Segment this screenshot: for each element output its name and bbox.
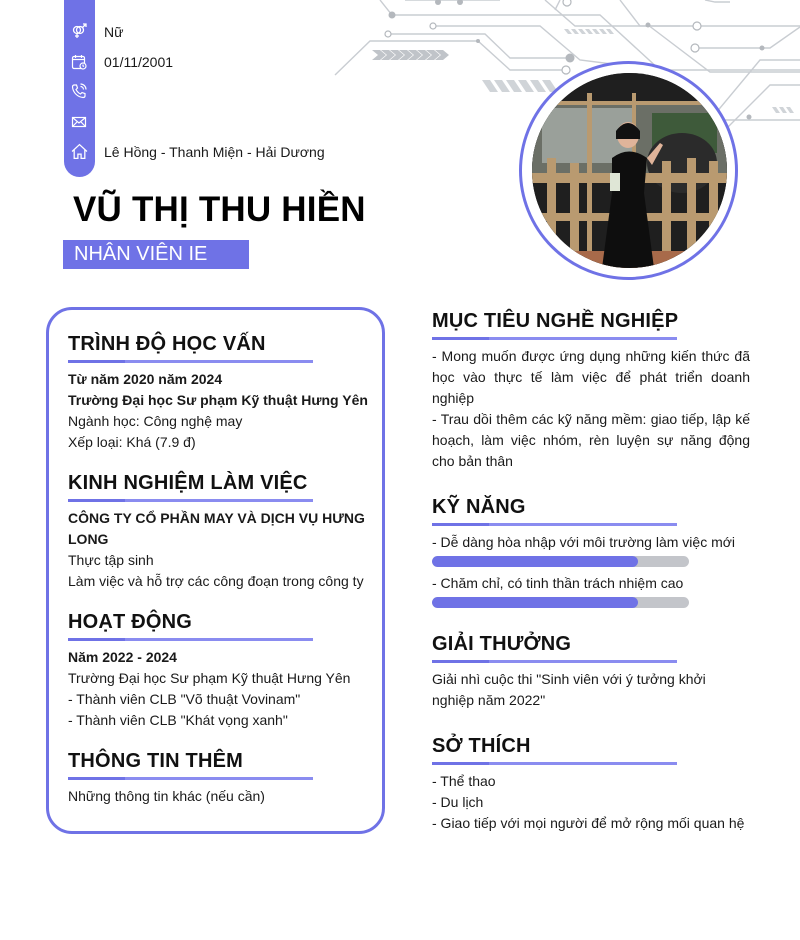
objective-title: MỤC TIÊU NGHỀ NGHIỆP bbox=[432, 310, 679, 332]
skill-progress-fill bbox=[432, 597, 638, 608]
education-grade: Xếp loại: Khá (7.9 đ) bbox=[68, 434, 196, 450]
job-title-badge: NHÂN VIÊN IE bbox=[63, 240, 249, 269]
gender-value: Nữ bbox=[104, 24, 124, 40]
candidate-name: VŨ THỊ THU HIỀN bbox=[73, 190, 366, 229]
objective-paragraph: - Mong muốn được ứng dụng những kiến thức đã học vào thực tế làm việc để phát triển doanh nghiệp bbox=[432, 348, 750, 406]
education-underline bbox=[68, 360, 313, 363]
activity-item: - Thành viên CLB "Khát vọng xanh" bbox=[68, 712, 288, 728]
avatar bbox=[532, 73, 727, 268]
gender-icon bbox=[70, 22, 88, 40]
hobby-item: - Du lịch bbox=[432, 794, 484, 810]
objective-underline bbox=[432, 337, 677, 340]
education-school: Trường Đại học Sư phạm Kỹ thuật Hưng Yên bbox=[68, 392, 368, 408]
birthday-value: 01/11/2001 bbox=[104, 54, 174, 70]
additional-title: THÔNG TIN THÊM bbox=[68, 750, 244, 772]
experience-position: Thực tập sinh bbox=[68, 552, 154, 568]
activities-title: HOẠT ĐỘNG bbox=[68, 611, 193, 633]
skill-label: - Dễ dàng hòa nhập với môi trường làm việc mới bbox=[432, 534, 736, 550]
objective-paragraph: - Trau dồi thêm các kỹ năng mềm: giao tiếp, lập kế hoạch, làm việc nhóm, rèn luyện sự năng động cho bản thân bbox=[432, 411, 750, 469]
education-period: Từ năm 2020 năm 2024 bbox=[68, 371, 223, 387]
activities-organization: Trường Đại học Sư phạm Kỹ thuật Hưng Yên bbox=[68, 670, 351, 686]
skill-progress-bar bbox=[432, 556, 689, 567]
additional-text: Những thông tin khác (nếu cần) bbox=[68, 788, 265, 804]
skill-progress-fill bbox=[432, 556, 638, 567]
home-icon bbox=[70, 142, 88, 160]
education-title: TRÌNH ĐỘ HỌC VẤN bbox=[68, 333, 266, 355]
phone-icon bbox=[70, 82, 88, 100]
experience-title: KINH NGHIỆM LÀM VIỆC bbox=[68, 472, 308, 494]
hobby-item: - Giao tiếp với mọi người để mở rộng mối quan hệ bbox=[432, 815, 745, 831]
experience-company-line2: LONG bbox=[68, 531, 109, 547]
skills-title: KỸ NĂNG bbox=[432, 496, 526, 518]
experience-underline bbox=[68, 499, 313, 502]
activity-item: - Thành viên CLB "Võ thuật Vovinam" bbox=[68, 691, 301, 707]
skill-label: - Chăm chỉ, có tinh thần trách nhiệm cao bbox=[432, 575, 684, 591]
mail-icon bbox=[70, 113, 88, 131]
awards-underline bbox=[432, 660, 677, 663]
address-value: Lê Hồng - Thanh Miện - Hải Dương bbox=[104, 144, 325, 160]
hobbies-title: SỞ THÍCH bbox=[432, 735, 531, 757]
skill-progress-bar bbox=[432, 597, 689, 608]
additional-underline bbox=[68, 777, 313, 780]
activities-period: Năm 2022 - 2024 bbox=[68, 649, 177, 665]
awards-text: Giải nhì cuộc thi "Sinh viên với ý tưởng khởi nghiệp năm 2022" bbox=[432, 671, 706, 708]
education-major: Ngành học: Công nghệ may bbox=[68, 413, 243, 429]
hobbies-underline bbox=[432, 762, 677, 765]
skills-underline bbox=[432, 523, 677, 526]
awards-title: GIẢI THƯỞNG bbox=[432, 633, 572, 655]
experience-description: Làm việc và hỗ trợ các công đoạn trong công ty bbox=[68, 573, 364, 589]
calendar-icon bbox=[70, 53, 88, 71]
activities-underline bbox=[68, 638, 313, 641]
experience-company-line1: CÔNG TY CỔ PHẦN MAY VÀ DỊCH VỤ HƯNG bbox=[68, 510, 365, 526]
hobby-item: - Thể thao bbox=[432, 773, 496, 789]
